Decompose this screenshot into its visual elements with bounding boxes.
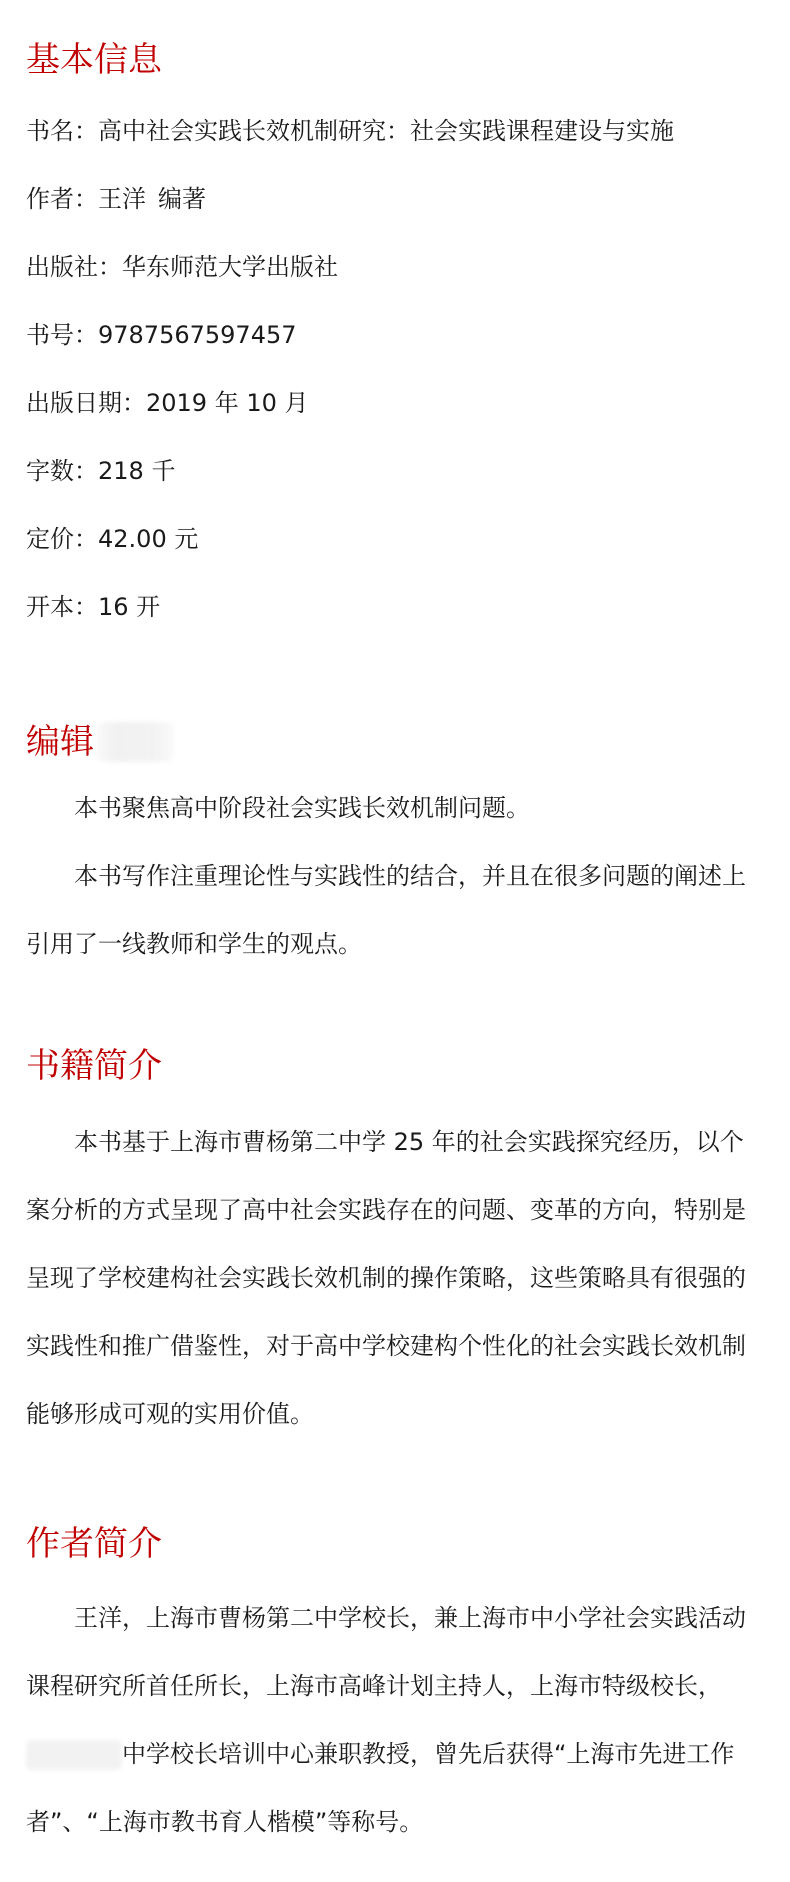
book-intro-heading: 书籍简介	[26, 1046, 162, 1086]
price-line	[26, 524, 198, 554]
book-intro-paragraph: 本书基于上海市曹杨第二中学 25 年的社会实践探究经历，以个案分析的方式呈现了高中社会实践存在的问题、变革的方向，特别是呈现了学校建构社会实践长效机制的操作策略，这些策略具有很强的实践性和推广借鉴性，对于高中学校建构个性化的社会实践长效机制能够形成可观的实用价值。	[26, 1128, 746, 1428]
book-title-label: 书名：	[26, 117, 98, 145]
word-count-value: 218 千	[98, 457, 176, 485]
isbn-value: 9787567597457	[98, 321, 297, 349]
format-label: 开本：	[26, 593, 98, 621]
word-count-line	[26, 456, 175, 486]
author-value: 王洋	[98, 185, 146, 213]
author-intro-heading: 作者简介	[26, 1524, 162, 1564]
isbn-line	[26, 320, 297, 350]
publisher-value: 华东师范大学出版社	[122, 253, 338, 281]
editor-heading: 编辑	[26, 722, 94, 762]
word-count-label: 字数：	[26, 457, 98, 485]
editor-paragraph-1: 本书聚焦高中阶段社会实践长效机制问题。	[74, 794, 530, 822]
redaction-blur-inline	[26, 1740, 122, 1770]
publish-date-label: 出版日期：	[26, 389, 146, 417]
format-value: 16 开	[98, 593, 161, 621]
price-label: 定价：	[26, 525, 98, 553]
price-value: 42.00 元	[98, 525, 199, 553]
author-label: 作者：	[26, 185, 98, 213]
publisher-line	[26, 252, 338, 282]
book-title-value: 高中社会实践长效机制研究：社会实践课程建设与实施	[98, 117, 674, 145]
isbn-label: 书号：	[26, 321, 98, 349]
redaction-blur	[96, 722, 174, 762]
author-line	[26, 184, 206, 214]
basic-info-heading: 基本信息	[26, 40, 162, 80]
author-intro-paragraph	[26, 1584, 766, 1856]
format-line	[26, 592, 160, 622]
author-intro-part-2: 中学校长培训中心兼职教授，曾先后获得“上海市先进工作者”、“上海市教书育人楷模”等称号。	[26, 1740, 735, 1836]
publish-date-value: 2019 年 10 月	[146, 389, 309, 417]
book-title-line	[26, 116, 674, 146]
publisher-label: 出版社：	[26, 253, 122, 281]
author-role: 编著	[158, 185, 206, 213]
editor-paragraph-2: 本书写作注重理论性与实践性的结合，并且在很多问题的阐述上引用了一线教师和学生的观点。	[26, 862, 746, 958]
publish-date-line	[26, 388, 309, 418]
author-intro-part-1: 王洋，上海市曹杨第二中学校长，兼上海市中小学社会实践活动课程研究所首任所长，上海市高峰计划主持人，上海市特级校长，	[26, 1604, 746, 1700]
